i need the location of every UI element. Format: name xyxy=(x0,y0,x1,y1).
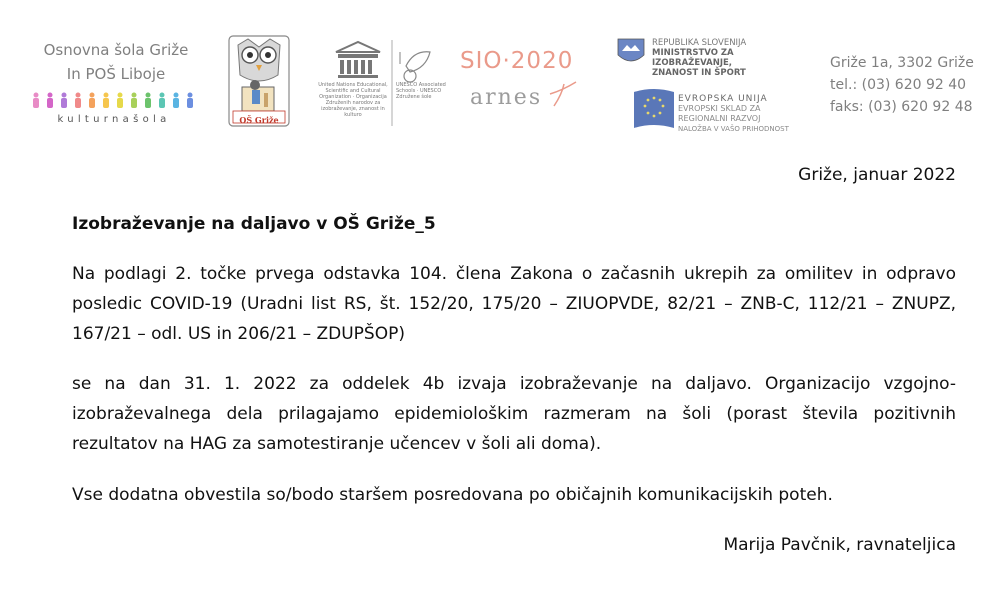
people-row-icon xyxy=(30,92,200,112)
document-title: Izobraževanje na daljavo v OŠ Griže_5 xyxy=(72,214,436,234)
unesco-caption: United Nations Educational, Scientific and Cultural Organization · Organizacija Združenih narodov za izobraževanje, znanost in kulturo xyxy=(318,82,388,118)
paragraph-announcement: se na dan 31. 1. 2022 za oddelek 4b izvaja izobraževanje na daljavo. Organizacijo vzgojno-izobraževalnega dela prilagajamo epidemiološkim razmeram na šoli (porast števila pozitivnih rezultatov na HAG za samotestiranje učencev v šoli ali doma). xyxy=(72,374,956,454)
school-name-line2: In POŠ Liboje xyxy=(66,65,166,83)
paragraph-legal-basis: Na podlagi 2. točke prvega odstavka 104. člena Zakona o začasnih ukrepih za omilitev in odpravo posledic COVID-19 (Uradni list RS, št. 152/20, 175/20 – ZIUOPVDE, 82/21 – ZNB-C, 112/21 – ZNUPZ, 167/21 – odl. US in 206/21 – ZDUPŠOP) xyxy=(72,264,956,344)
eu-line2: EVROPSKI SKLAD ZA xyxy=(678,104,761,113)
ministry-line3: ZNANOST IN ŠPORT xyxy=(652,68,746,78)
ministry-line2: MINISTRSTVO ZA IZOBRAŽEVANJE, xyxy=(652,48,734,68)
ministry-line1: REPUBLIKA SLOVENIJA xyxy=(652,38,747,48)
document-date: Griže, januar 2022 xyxy=(798,165,956,185)
school-name-line1: Osnovna šola Griže xyxy=(43,41,189,59)
phone: tel.: (03) 620 92 40 xyxy=(830,77,967,93)
owl-logo-label: OŠ Griže xyxy=(239,115,279,125)
fax: faks: (03) 620 92 48 xyxy=(830,99,973,115)
unesco-schools-caption: UNESCO Associated Schools · UNESCO Združene šole xyxy=(396,82,446,100)
sio-2020-logo: SIO·2020 xyxy=(460,48,574,74)
eu-line4: NALOŽBA V VAŠO PRIHODNOST xyxy=(678,125,789,133)
letterhead xyxy=(0,0,1001,140)
kulturna-sola-text: kulturnašola xyxy=(57,114,171,125)
owl-logo-icon xyxy=(228,35,290,127)
eu-line1: EVROPSKA UNIJA xyxy=(678,94,768,104)
paragraph-further-info: Vse dodatna obvestila so/bodo staršem posredovana po običajnih komunikacijskih poteh. xyxy=(72,485,833,505)
ministry-text xyxy=(652,38,812,78)
school-name xyxy=(26,38,206,86)
kulturna-sola-logo xyxy=(30,92,200,130)
arnes-logo: arnes xyxy=(470,85,543,110)
eu-line3: REGIONALNI RAZVOJ xyxy=(678,114,761,123)
address: Griže 1a, 3302 Griže xyxy=(830,55,974,71)
eu-text xyxy=(678,94,818,134)
arnes-spark-icon xyxy=(548,80,578,108)
signature: Marija Pavčnik, ravnateljica xyxy=(723,535,956,555)
contact-info xyxy=(830,52,974,118)
